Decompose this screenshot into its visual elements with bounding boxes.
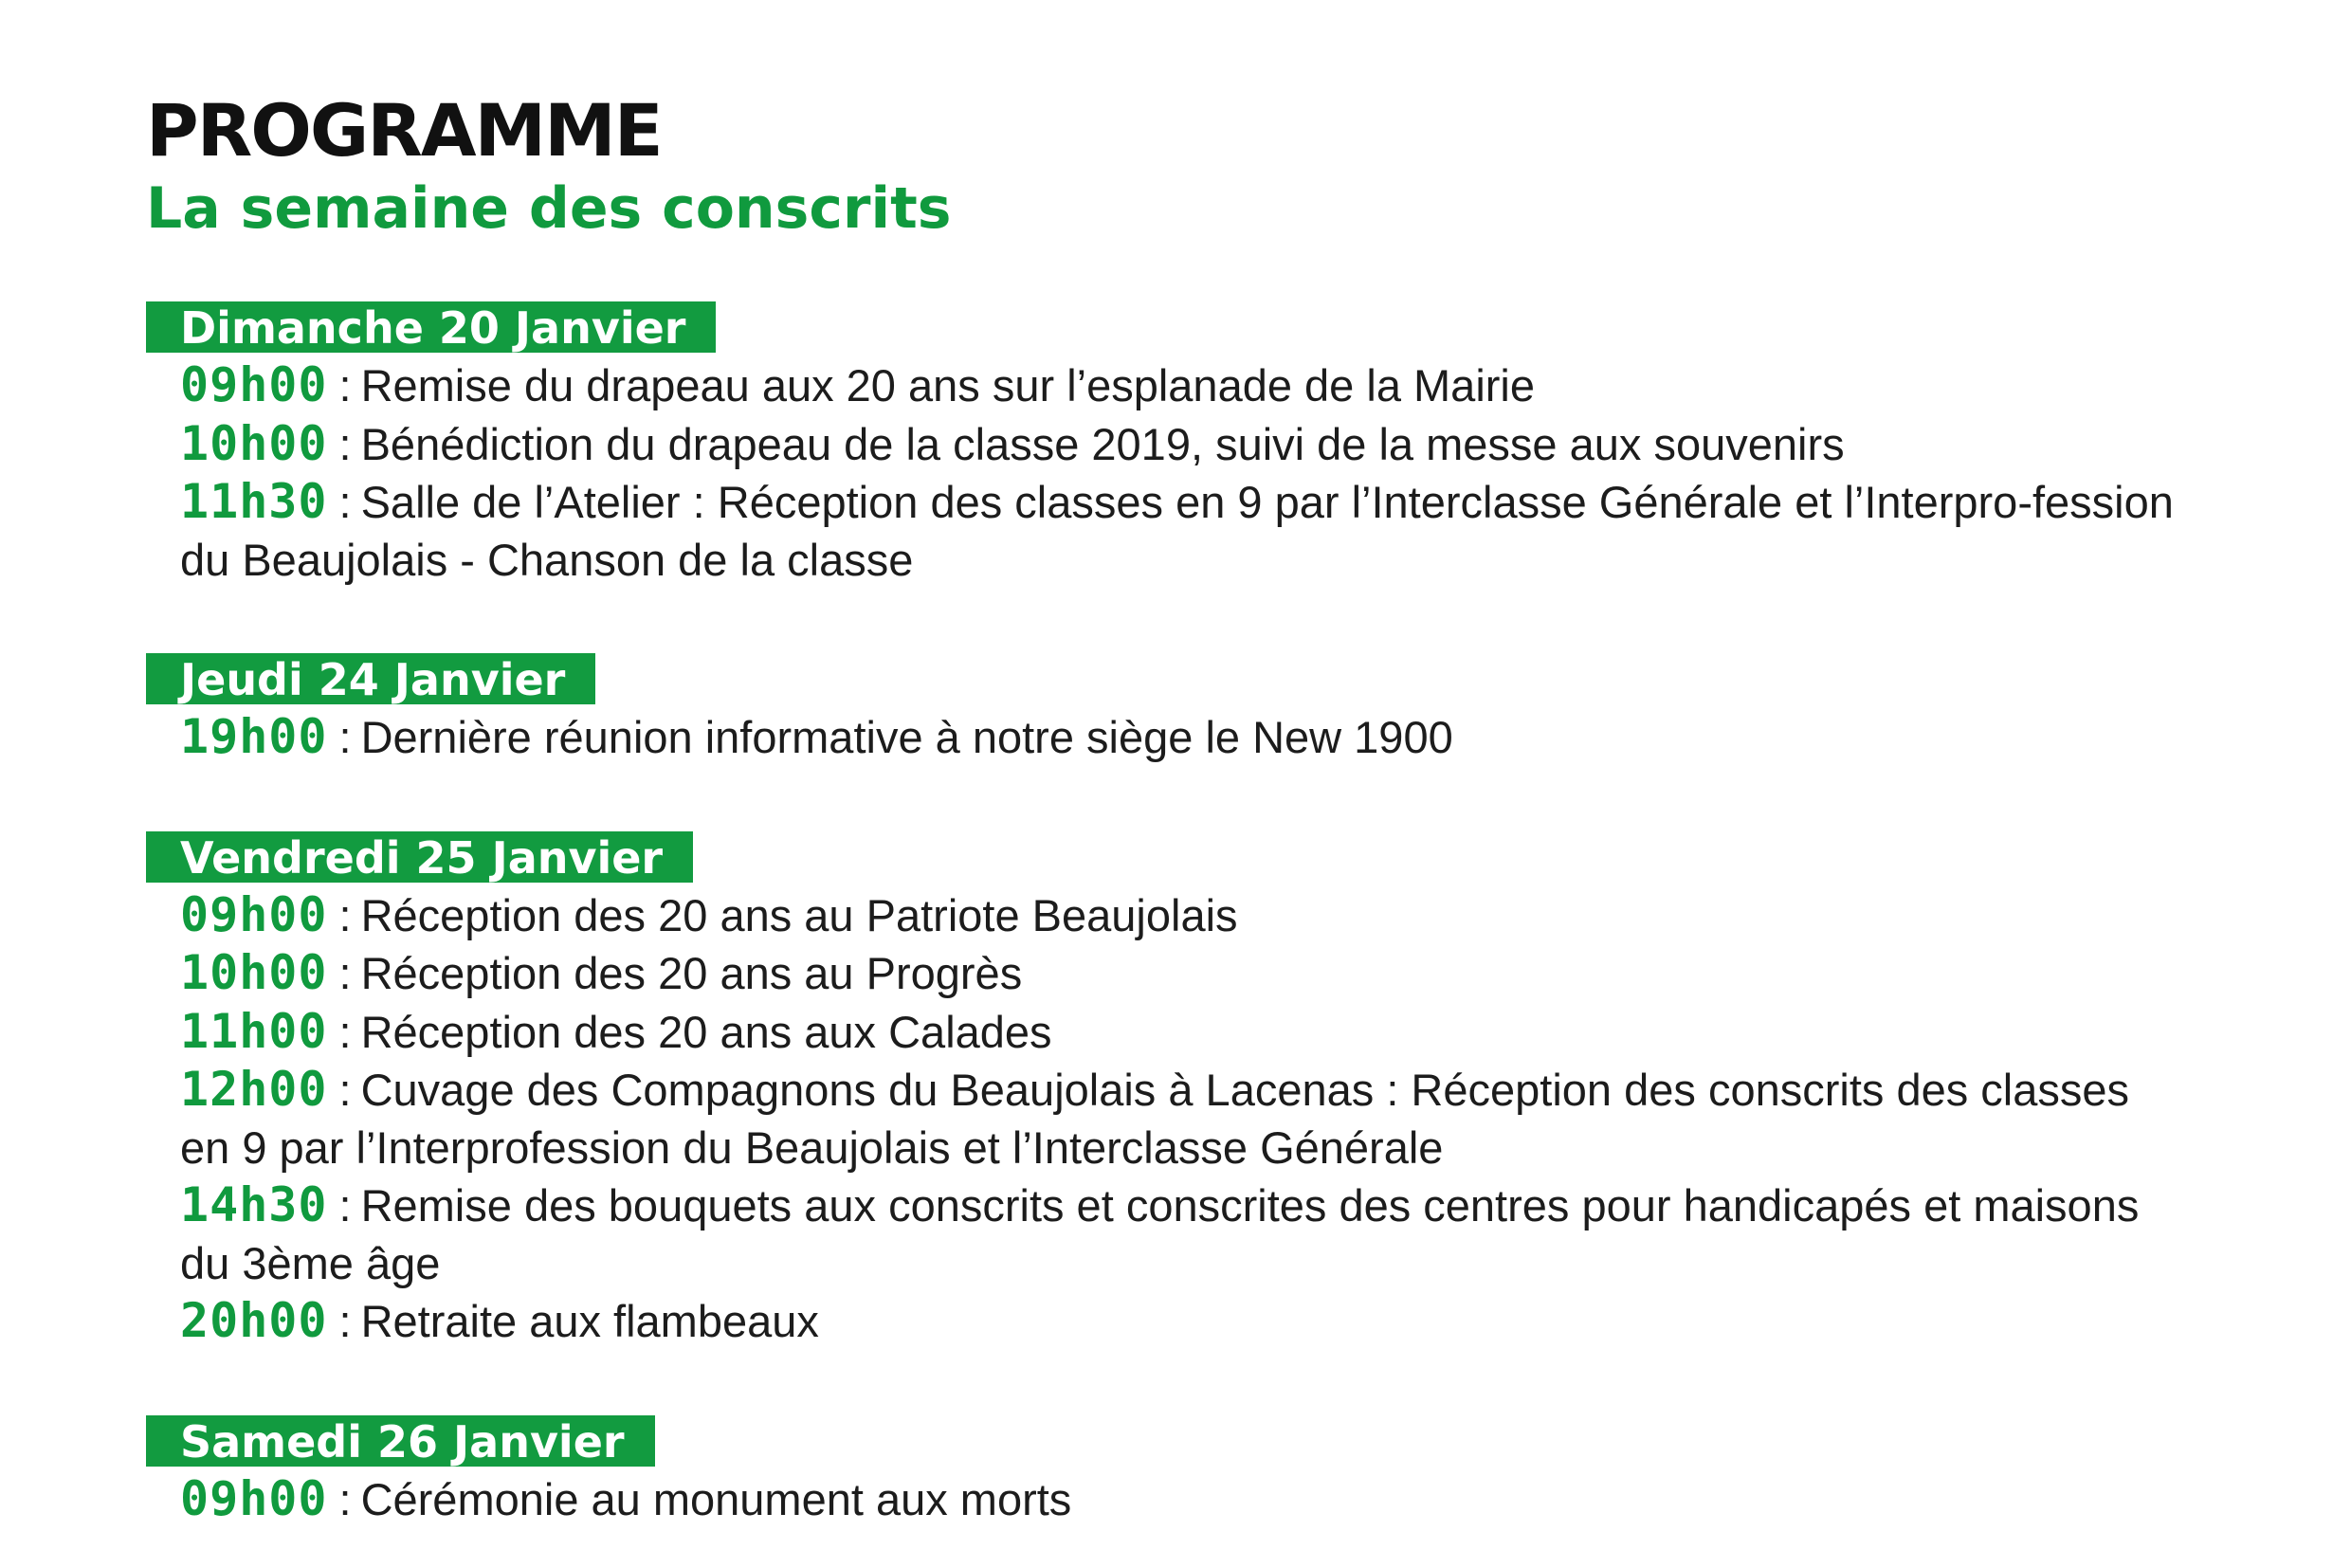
day-section <box>146 1415 2213 1529</box>
entry-time: 20h00 <box>180 1293 328 1348</box>
schedule-entry: 10h00 : Bénédiction du drapeau de la classe 2019, suivi de la messe aux souvenirs <box>180 415 1845 471</box>
entry-text: Réception des 20 ans au Patriote Beaujolais <box>360 889 1238 940</box>
day-label: Jeudi 24 Janvier <box>146 653 595 704</box>
entry-time: 19h00 <box>180 709 328 764</box>
entry-time: 10h00 <box>180 415 328 471</box>
schedule-entry: 14h30 : Remise des bouquets aux conscrits et conscrites des centres pour handicapés et maisons du 3ème âge <box>180 1177 2140 1288</box>
schedule-entry: 09h00 : Cérémonie au monument aux morts <box>180 1470 1072 1526</box>
entry-time: 11h00 <box>180 1003 328 1059</box>
day-label: Samedi 26 Janvier <box>146 1415 655 1467</box>
entry-text: Salle de l’Atelier : Réception des classes en 9 par l’Interclasse Générale et l’Interpro-fession du Beaujolais - Chanson de la classe <box>180 477 2174 585</box>
entry-text: Réception des 20 ans au Progrès <box>360 948 1023 998</box>
entry-time: 10h00 <box>180 945 328 1000</box>
entry-text: Bénédiction du drapeau de la classe 2019, suivi de la messe aux souvenirs <box>360 418 1845 469</box>
entry-text: Remise du drapeau aux 20 ans sur l’esplanade de la Mairie <box>360 360 1535 410</box>
entry-text: Dernière réunion informative à notre siège le New 1900 <box>360 712 1453 762</box>
entry-text: Réception des 20 ans aux Calades <box>360 1006 1052 1057</box>
entry-text: Remise des bouquets aux conscrits et conscrites des centres pour handicapés et maisons du 3ème âge <box>180 1180 2140 1288</box>
day-section <box>146 653 2213 767</box>
page-title: PROGRAMME <box>146 88 662 173</box>
schedule-entry: 09h00 : Réception des 20 ans au Patriote Beaujolais <box>180 886 1238 942</box>
entry-time: 12h00 <box>180 1062 328 1117</box>
schedule-entry: 20h00 : Retraite aux flambeaux <box>180 1293 819 1348</box>
schedule <box>146 301 2213 1528</box>
entry-text: Cérémonie au monument aux morts <box>360 1473 1072 1524</box>
entry-time: 14h30 <box>180 1177 328 1232</box>
schedule-entry: 09h00 : Remise du drapeau aux 20 ans sur l’esplanade de la Mairie <box>180 357 1535 412</box>
page-subtitle: La semaine des conscrits <box>146 175 952 242</box>
entry-time: 09h00 <box>180 357 328 412</box>
day-section <box>146 831 2213 1351</box>
schedule-entry: 12h00 : Cuvage des Compagnons du Beaujolais à Lacenas : Réception des conscrits des classes en 9 par l’Interprofession du Beaujolais et l’Interclasse Générale <box>180 1062 2130 1173</box>
entry-time: 09h00 <box>180 886 328 942</box>
entry-text: Cuvage des Compagnons du Beaujolais à Lacenas : Réception des conscrits des classes en 9 par l’Interprofession du Beaujolais et l’Interclasse Générale <box>180 1065 2130 1173</box>
day-section <box>146 301 2213 589</box>
entry-time: 09h00 <box>180 1470 328 1526</box>
programme-page <box>146 88 2213 1528</box>
day-label: Vendredi 25 Janvier <box>146 831 693 883</box>
schedule-entry: 11h00 : Réception des 20 ans aux Calades <box>180 1003 1052 1059</box>
schedule-entry: 10h00 : Réception des 20 ans au Progrès <box>180 945 1023 1000</box>
schedule-entry: 11h30 : Salle de l’Atelier : Réception des classes en 9 par l’Interclasse Générale et l’Interpro-fession du Beaujolais - Chanson de la classe <box>180 474 2174 585</box>
day-label: Dimanche 20 Janvier <box>146 301 716 353</box>
schedule-entry: 19h00 : Dernière réunion informative à notre siège le New 1900 <box>180 709 1453 764</box>
entry-text: Retraite aux flambeaux <box>360 1296 819 1346</box>
entry-time: 11h30 <box>180 474 328 529</box>
